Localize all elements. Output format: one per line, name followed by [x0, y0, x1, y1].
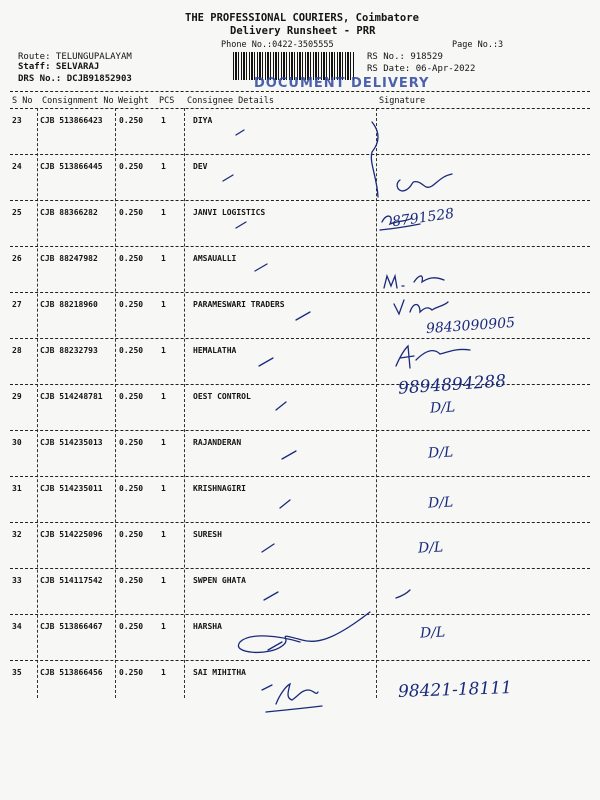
cell-sno: 25 [12, 208, 22, 217]
cell-sno: 31 [12, 484, 22, 493]
tick-mark [268, 642, 282, 650]
signature-stroke [396, 346, 470, 368]
cell-consignment: CJB 513866423 [40, 116, 103, 125]
cell-consignment: CJB 514235011 [40, 484, 103, 493]
signature-stroke [384, 276, 444, 288]
cell-weight: 0.250 [119, 116, 144, 125]
tick-mark [262, 685, 272, 690]
cell-consignee: DEV [193, 162, 208, 171]
cell-consignee: DIYA [193, 116, 213, 125]
cell-sno: 35 [12, 668, 22, 677]
cell-consignment: CJB 513866456 [40, 668, 103, 677]
staff: Staff: SELVARAJ [18, 62, 100, 72]
cell-consignee: RAJANDERAN [193, 438, 242, 447]
cell-weight: 0.250 [119, 484, 144, 493]
cell-weight: 0.250 [119, 392, 144, 401]
cell-sno: 26 [12, 254, 22, 263]
signature-stroke [397, 174, 452, 191]
cell-consignment: CJB 514235013 [40, 438, 103, 447]
cell-consignment: CJB 88218960 [40, 300, 98, 309]
cell-weight: 0.250 [119, 346, 144, 355]
cell-weight: 0.250 [119, 254, 144, 263]
route: Route: TELUNGUPALAYAM [18, 52, 132, 62]
cell-consignment: CJB 88366282 [40, 208, 98, 217]
cell-weight: 0.250 [119, 162, 144, 171]
handwritten-signature-text: D/L [419, 624, 446, 642]
handwritten-signature-text: 8791528 [391, 205, 456, 231]
col-header-consignment: Consignment No [42, 96, 114, 106]
tick-mark [255, 264, 267, 271]
cell-consignee: SAI MIHITHA [193, 668, 246, 677]
signature-stroke [266, 684, 322, 712]
cell-consignee: SWPEN GHATA [193, 576, 246, 585]
cell-consignee: SURESH [193, 530, 222, 539]
cell-pcs: 1 [161, 622, 166, 631]
cell-consignment: CJB 513866445 [40, 162, 103, 171]
col-header-signature: Signature [379, 96, 426, 106]
cell-sno: 29 [12, 392, 22, 401]
col-header-weight: Weight [118, 96, 149, 106]
tick-mark [296, 312, 310, 320]
cell-pcs: 1 [161, 162, 166, 171]
cell-pcs: 1 [161, 484, 166, 493]
cell-pcs: 1 [161, 346, 166, 355]
cell-consignee: JANVI LOGISTICS [193, 208, 266, 217]
cell-weight: 0.250 [119, 530, 144, 539]
cell-weight: 0.250 [119, 576, 144, 585]
signature-stroke [238, 612, 370, 652]
phone-number: Phone No.:0422-3505555 [221, 40, 334, 50]
cell-sno: 27 [12, 300, 22, 309]
cell-consignment: CJB 514248781 [40, 392, 103, 401]
cell-sno: 30 [12, 438, 22, 447]
tick-mark [264, 592, 278, 600]
tick-mark [282, 451, 296, 459]
cell-sno: 33 [12, 576, 22, 585]
handwritten-signature-text: 9894894288 [397, 371, 507, 399]
cell-sno: 24 [12, 162, 22, 171]
handwritten-signature-text: 9843090905 [425, 314, 516, 338]
cell-sno: 23 [12, 116, 22, 125]
document-delivery-stamp: DOCUMENT DELIVERY [254, 76, 430, 91]
cell-pcs: 1 [161, 668, 166, 677]
tick-mark [280, 500, 290, 508]
cell-pcs: 1 [161, 530, 166, 539]
cell-sno: 34 [12, 622, 22, 631]
cell-consignee: OEST CONTROL [193, 392, 251, 401]
page-number: Page No.:3 [452, 40, 504, 50]
tick-mark [223, 175, 233, 181]
cell-pcs: 1 [161, 300, 166, 309]
cell-weight: 0.250 [119, 438, 144, 447]
cell-weight: 0.250 [119, 622, 144, 631]
cell-consignee: HEMALATHA [193, 346, 237, 355]
cell-consignment: CJB 514117542 [40, 576, 103, 585]
cell-pcs: 1 [161, 576, 166, 585]
cell-weight: 0.250 [119, 300, 144, 309]
cell-weight: 0.250 [119, 668, 144, 677]
signature-stroke [396, 590, 410, 598]
handwritten-signature-text: D/L [417, 539, 444, 557]
rs-date: RS Date: 06-Apr-2022 [367, 64, 476, 74]
cell-pcs: 1 [161, 392, 166, 401]
handwritten-signature-text: D/L [427, 494, 454, 512]
handwritten-signature-text: 98421-18111 [397, 678, 513, 702]
cell-pcs: 1 [161, 254, 166, 263]
cell-consignee: AMSAUALLI [193, 254, 237, 263]
company-title: THE PROFESSIONAL COURIERS, Coimbatore [185, 12, 419, 24]
cell-consignment: CJB 88247982 [40, 254, 98, 263]
runsheet-subtitle: Delivery Runsheet - PRR [230, 25, 376, 37]
cell-sno: 28 [12, 346, 22, 355]
cell-consignment: CJB 513866467 [40, 622, 103, 631]
cell-consignee: HARSHA [193, 622, 222, 631]
tick-mark [262, 544, 274, 552]
cell-consignee: PARAMESWARI TRADERS [193, 300, 285, 309]
drs-number: DRS No.: DCJB91852903 [18, 74, 132, 84]
handwritten-signature-text: D/L [429, 399, 456, 417]
handwritten-signature-text: D/L [427, 444, 454, 462]
cell-consignment: CJB 88232793 [40, 346, 98, 355]
signature-stroke [394, 300, 448, 314]
cell-pcs: 1 [161, 116, 166, 125]
col-header-sno: S No [12, 96, 33, 106]
cell-pcs: 1 [161, 438, 166, 447]
col-header-consignee: Consignee Details [187, 96, 274, 106]
cell-weight: 0.250 [119, 208, 144, 217]
rs-number: RS No.: 918529 [367, 52, 443, 62]
cell-consignee: KRISHNAGIRI [193, 484, 246, 493]
col-header-pcs: PCS [159, 96, 175, 106]
bracket-mark [371, 122, 378, 197]
cell-sno: 32 [12, 530, 22, 539]
tick-mark [236, 130, 244, 135]
tick-mark [276, 402, 286, 410]
cell-consignment: CJB 514225096 [40, 530, 103, 539]
tick-mark [236, 222, 246, 228]
tick-mark [259, 358, 273, 366]
cell-pcs: 1 [161, 208, 166, 217]
